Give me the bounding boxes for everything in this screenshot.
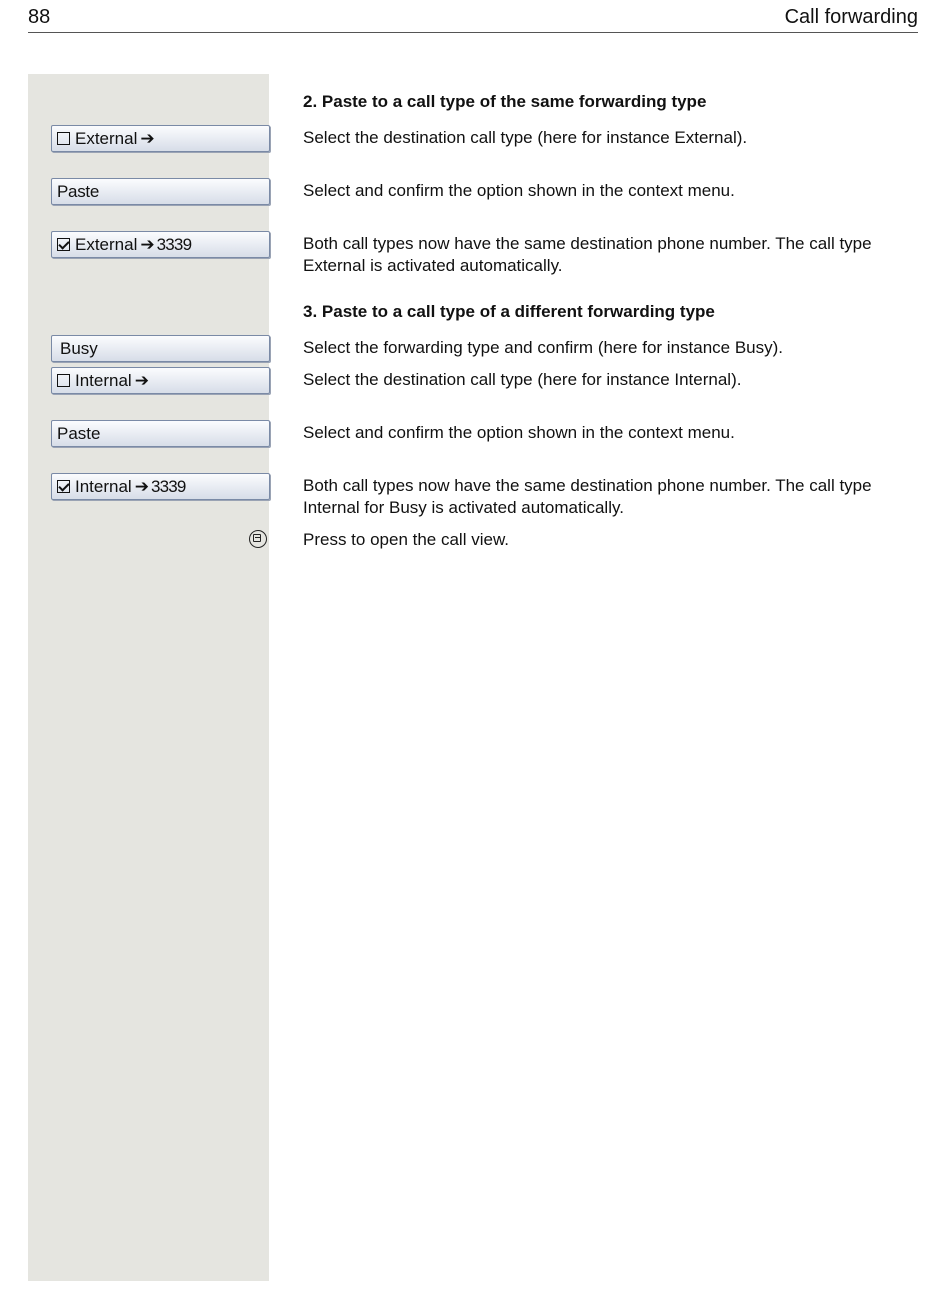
- right-arrow-icon: ➔: [134, 371, 149, 390]
- instruction-text: Select the destination call type (here for instance Internal).: [303, 370, 742, 389]
- unchecked-box-icon: [57, 374, 70, 387]
- checked-box-icon: [57, 480, 70, 493]
- external-set-button[interactable]: External ➔ 3339: [51, 231, 270, 258]
- internal-empty-button[interactable]: Internal ➔: [51, 367, 270, 394]
- paste-button[interactable]: Paste: [51, 178, 270, 205]
- section-heading: 3. Paste to a call type of a different forwarding type: [303, 302, 715, 321]
- page-number: 88: [28, 6, 51, 28]
- right-arrow-icon: ➔: [140, 129, 155, 148]
- destination-number: 3339: [150, 477, 186, 496]
- instruction-text: Select the destination call type (here for instance External).: [303, 128, 748, 147]
- external-empty-button[interactable]: External ➔: [51, 125, 270, 152]
- right-arrow-icon: ➔: [140, 235, 155, 254]
- menu-key-icon[interactable]: [249, 530, 267, 548]
- destination-number: 3339: [156, 235, 192, 254]
- unchecked-box-icon: [57, 132, 70, 145]
- chapter-title: Call forwarding: [784, 6, 918, 28]
- right-arrow-icon: ➔: [134, 477, 149, 496]
- section-heading: 2. Paste to a call type of the same forwarding type: [303, 92, 707, 111]
- internal-set-button[interactable]: Internal ➔ 3339: [51, 473, 270, 500]
- checked-box-icon: [57, 238, 70, 251]
- paste-button[interactable]: Paste: [51, 420, 270, 447]
- instruction-text: Select the forwarding type and confirm (here for instance Busy).: [303, 338, 784, 357]
- instruction-text: Select and confirm the option shown in the context menu.: [303, 423, 735, 442]
- instruction-text: Press to open the call view.: [303, 530, 510, 549]
- instruction-text: Select and confirm the option shown in the context menu.: [303, 181, 735, 200]
- instruction-text: Both call types now have the same destination phone number. The call type External is activated automatically.: [303, 234, 872, 275]
- instruction-text: Both call types now have the same destination phone number. The call type Internal for Busy is activated automatically.: [303, 476, 872, 517]
- header-rule: [28, 32, 918, 33]
- busy-button[interactable]: Busy: [51, 335, 270, 362]
